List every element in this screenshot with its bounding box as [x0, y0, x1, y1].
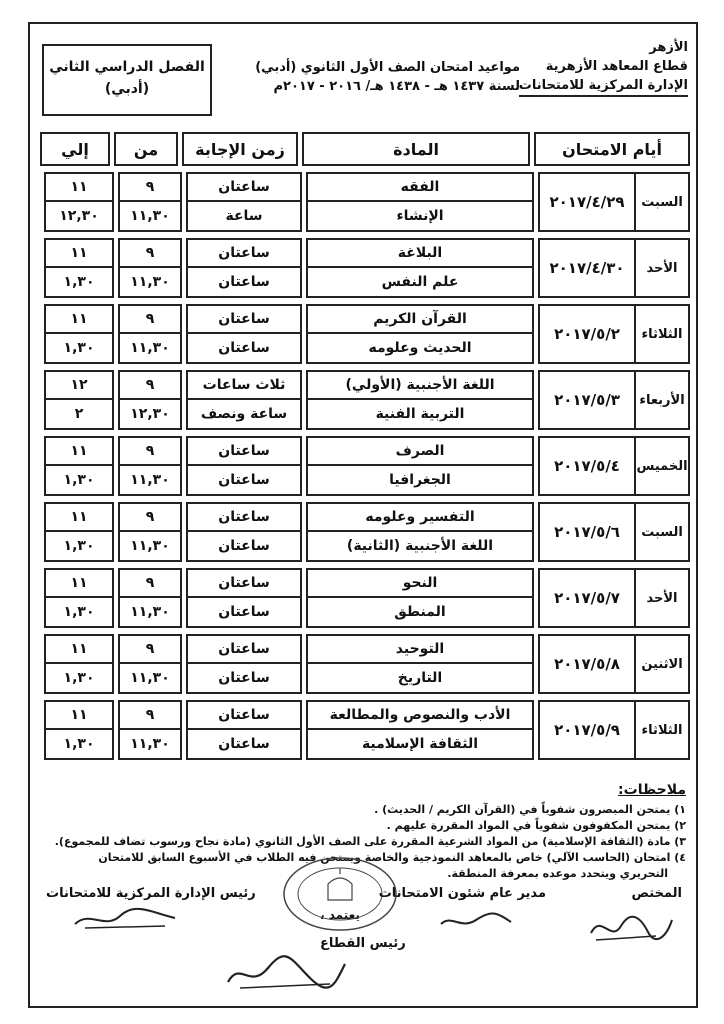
table-row	[40, 400, 534, 430]
table-row	[40, 304, 534, 334]
table-row	[40, 466, 534, 496]
start-time-cell: ٩	[118, 568, 182, 598]
head-signature	[70, 904, 180, 934]
table-row	[40, 730, 534, 760]
start-time-cell: ١١,٣٠	[118, 532, 182, 562]
table-row	[40, 436, 534, 466]
duration-cell: ساعتان	[186, 334, 302, 364]
term-line-1: الفصل الدراسي الثاني	[49, 59, 205, 75]
end-time-cell: ١٢	[44, 370, 114, 400]
exam-date: ٢٠١٧/٤/٢٩	[538, 172, 634, 232]
end-time-cell: ١,٣٠	[44, 334, 114, 364]
start-time-cell: ١١,٣٠	[118, 268, 182, 298]
duration-cell: ساعتان	[186, 664, 302, 694]
note-item: التحريري ويتحدد موعده بمعرفة المنطقة.	[447, 867, 668, 880]
end-time-cell: ١١	[44, 436, 114, 466]
duration-cell: ساعتان	[186, 634, 302, 664]
director-signature	[436, 906, 516, 936]
specialist-signature	[586, 908, 676, 948]
duration-cell: ساعتان	[186, 466, 302, 496]
end-time-cell: ١١	[44, 172, 114, 202]
subject-cell: الصرف	[306, 436, 534, 466]
exam-day: الاثنين	[634, 634, 690, 694]
schedule-day-block	[40, 568, 690, 628]
schedule-day-block	[40, 502, 690, 562]
duration-cell: ساعة ونصف	[186, 400, 302, 430]
end-time-cell: ٢	[44, 400, 114, 430]
subject-cell: التربية الفنية	[306, 400, 534, 430]
subject-cell: المنطق	[306, 598, 534, 628]
duration-cell: ساعتان	[186, 238, 302, 268]
exam-date: ٢٠١٧/٥/٦	[538, 502, 634, 562]
exam-date: ٢٠١٧/٥/٤	[538, 436, 634, 496]
title-line-1: مواعيد امتحان الصف الأول الثانوي (أدبي)	[255, 60, 520, 75]
schedule-day-block	[40, 634, 690, 694]
notes-title: ملاحظات:	[618, 782, 686, 798]
end-time-cell: ١١	[44, 634, 114, 664]
table-row	[40, 268, 534, 298]
exam-date: ٢٠١٧/٥/٧	[538, 568, 634, 628]
note-item: ٣) مادة (الثقافة الإسلامية) من المواد الشرعية المقررة على الصف الأول الثانوي (مادة نجاح ورسوب تضاف للمجموع).	[54, 835, 686, 848]
end-time-cell: ١,٣٠	[44, 466, 114, 496]
table-row	[40, 598, 534, 628]
end-time-cell: ١,٣٠	[44, 730, 114, 760]
start-time-cell: ١١,٣٠	[118, 664, 182, 694]
table-row	[40, 664, 534, 694]
duration-cell: ساعتان	[186, 268, 302, 298]
end-time-cell: ١١	[44, 568, 114, 598]
subject-cell: الثقافة الإسلامية	[306, 730, 534, 760]
note-item: ٤) امتحان (الحاسب الآلي) خاص بالمعاهد النموذجية والخاصة ويمتحن فيه الطلاب في الأسبوع السابق للامتحان	[98, 851, 686, 864]
exam-day: الأربعاء	[634, 370, 690, 430]
table-body	[40, 172, 690, 760]
header-to: إلي	[40, 132, 110, 166]
table-row	[40, 532, 534, 562]
duration-cell: ساعتان	[186, 730, 302, 760]
subject-cell: اللغة الأجنبية (الثانية)	[306, 532, 534, 562]
subject-cell: الفقه	[306, 172, 534, 202]
signature-director-label: مدير عام شئون الامتحانات	[378, 886, 546, 901]
duration-cell: ساعة	[186, 202, 302, 232]
subject-cell: الحديث وعلومه	[306, 334, 534, 364]
duration-cell: ساعتان	[186, 502, 302, 532]
exam-day: السبت	[634, 502, 690, 562]
signature-specialist-label: المختص	[631, 886, 682, 901]
subject-cell: التفسير وعلومه	[306, 502, 534, 532]
exam-date: ٢٠١٧/٤/٣٠	[538, 238, 634, 298]
table-row	[40, 634, 534, 664]
end-time-cell: ١٢,٣٠	[44, 202, 114, 232]
start-time-cell: ٩	[118, 436, 182, 466]
duration-cell: ساعتان	[186, 304, 302, 334]
subject-cell: الأدب والنصوص والمطالعة	[306, 700, 534, 730]
term-line-2: (أدبي)	[104, 81, 150, 97]
schedule-day-block	[40, 370, 690, 430]
header-exam-days: أيام الامتحان	[534, 132, 690, 166]
subject-cell: النحو	[306, 568, 534, 598]
exam-day: الأحد	[634, 238, 690, 298]
exam-day: الثلاثاء	[634, 304, 690, 364]
table-row	[40, 568, 534, 598]
duration-cell: ساعتان	[186, 436, 302, 466]
start-time-cell: ١٢,٣٠	[118, 400, 182, 430]
table-row	[40, 172, 534, 202]
duration-cell: ساعتان	[186, 532, 302, 562]
title-line-2: لسنة ١٤٣٧ هـ - ١٤٣٨ هـ/ ٢٠١٦ - ٢٠١٧م	[273, 79, 520, 94]
document-title	[230, 58, 520, 96]
sector-head-signature	[220, 954, 350, 994]
subject-cell: التوحيد	[306, 634, 534, 664]
table-row	[40, 202, 534, 232]
exam-day: الأحد	[634, 568, 690, 628]
subject-cell: علم النفس	[306, 268, 534, 298]
header-duration: زمن الإجابة	[182, 132, 298, 166]
start-time-cell: ١١,٣٠	[118, 466, 182, 496]
duration-cell: ثلاث ساعات	[186, 370, 302, 400]
start-time-cell: ١١,٣٠	[118, 598, 182, 628]
header-subject: المادة	[302, 132, 530, 166]
exam-day: الثلاثاء	[634, 700, 690, 760]
exam-day: الخميس	[634, 436, 690, 496]
org-line-2: قطاع المعاهد الأزهرية	[545, 59, 688, 74]
note-item: ١) يمتحن المبصرون شفوياً في (القرآن الكريم / الحديث) .	[374, 803, 686, 816]
approval-label: يعتمد ،	[320, 908, 360, 922]
end-time-cell: ١١	[44, 304, 114, 334]
exam-date: ٢٠١٧/٥/٢	[538, 304, 634, 364]
subject-cell: التاريخ	[306, 664, 534, 694]
end-time-cell: ١,٣٠	[44, 532, 114, 562]
end-time-cell: ١١	[44, 502, 114, 532]
org-line-1: الأزهر	[649, 40, 688, 55]
exam-schedule-table	[40, 132, 690, 766]
table-header	[40, 132, 690, 166]
schedule-day-block	[40, 172, 690, 232]
start-time-cell: ٩	[118, 172, 182, 202]
table-row	[40, 238, 534, 268]
schedule-day-block	[40, 700, 690, 760]
table-row	[40, 700, 534, 730]
subject-cell: الجغرافيا	[306, 466, 534, 496]
subject-cell: القرآن الكريم	[306, 304, 534, 334]
end-time-cell: ١,٣٠	[44, 268, 114, 298]
start-time-cell: ٩	[118, 304, 182, 334]
subject-cell: الإنشاء	[306, 202, 534, 232]
signature-sector-head-label: رئيس القطاع	[320, 936, 406, 951]
start-time-cell: ٩	[118, 238, 182, 268]
end-time-cell: ١١	[44, 238, 114, 268]
end-time-cell: ١,٣٠	[44, 598, 114, 628]
exam-date: ٢٠١٧/٥/٩	[538, 700, 634, 760]
start-time-cell: ٩	[118, 700, 182, 730]
subject-cell: اللغة الأجنبية (الأولي)	[306, 370, 534, 400]
exam-date: ٢٠١٧/٥/٨	[538, 634, 634, 694]
exam-date: ٢٠١٧/٥/٣	[538, 370, 634, 430]
exam-day: السبت	[634, 172, 690, 232]
schedule-sheet	[28, 22, 698, 1008]
table-row	[40, 502, 534, 532]
official-seal	[280, 854, 400, 934]
start-time-cell: ١١,٣٠	[118, 730, 182, 760]
schedule-day-block	[40, 436, 690, 496]
term-box	[42, 44, 212, 116]
start-time-cell: ٩	[118, 502, 182, 532]
end-time-cell: ١١	[44, 700, 114, 730]
duration-cell: ساعتان	[186, 172, 302, 202]
duration-cell: ساعتان	[186, 598, 302, 628]
subject-cell: البلاغة	[306, 238, 534, 268]
duration-cell: ساعتان	[186, 700, 302, 730]
end-time-cell: ١,٣٠	[44, 664, 114, 694]
organization-header	[498, 38, 688, 97]
start-time-cell: ١١,٣٠	[118, 202, 182, 232]
note-item: ٢) يمتحن المكفوفون شفوياً في المواد المقررة عليهم .	[386, 819, 686, 832]
start-time-cell: ٩	[118, 370, 182, 400]
signature-head-label: رئيس الإدارة المركزية للامتحانات	[46, 886, 256, 901]
start-time-cell: ١١,٣٠	[118, 334, 182, 364]
duration-cell: ساعتان	[186, 568, 302, 598]
schedule-day-block	[40, 304, 690, 364]
schedule-day-block	[40, 238, 690, 298]
table-row	[40, 370, 534, 400]
header-from: من	[114, 132, 178, 166]
start-time-cell: ٩	[118, 634, 182, 664]
table-row	[40, 334, 534, 364]
org-line-3: الإدارة المركزية للامتحانات	[519, 76, 688, 97]
